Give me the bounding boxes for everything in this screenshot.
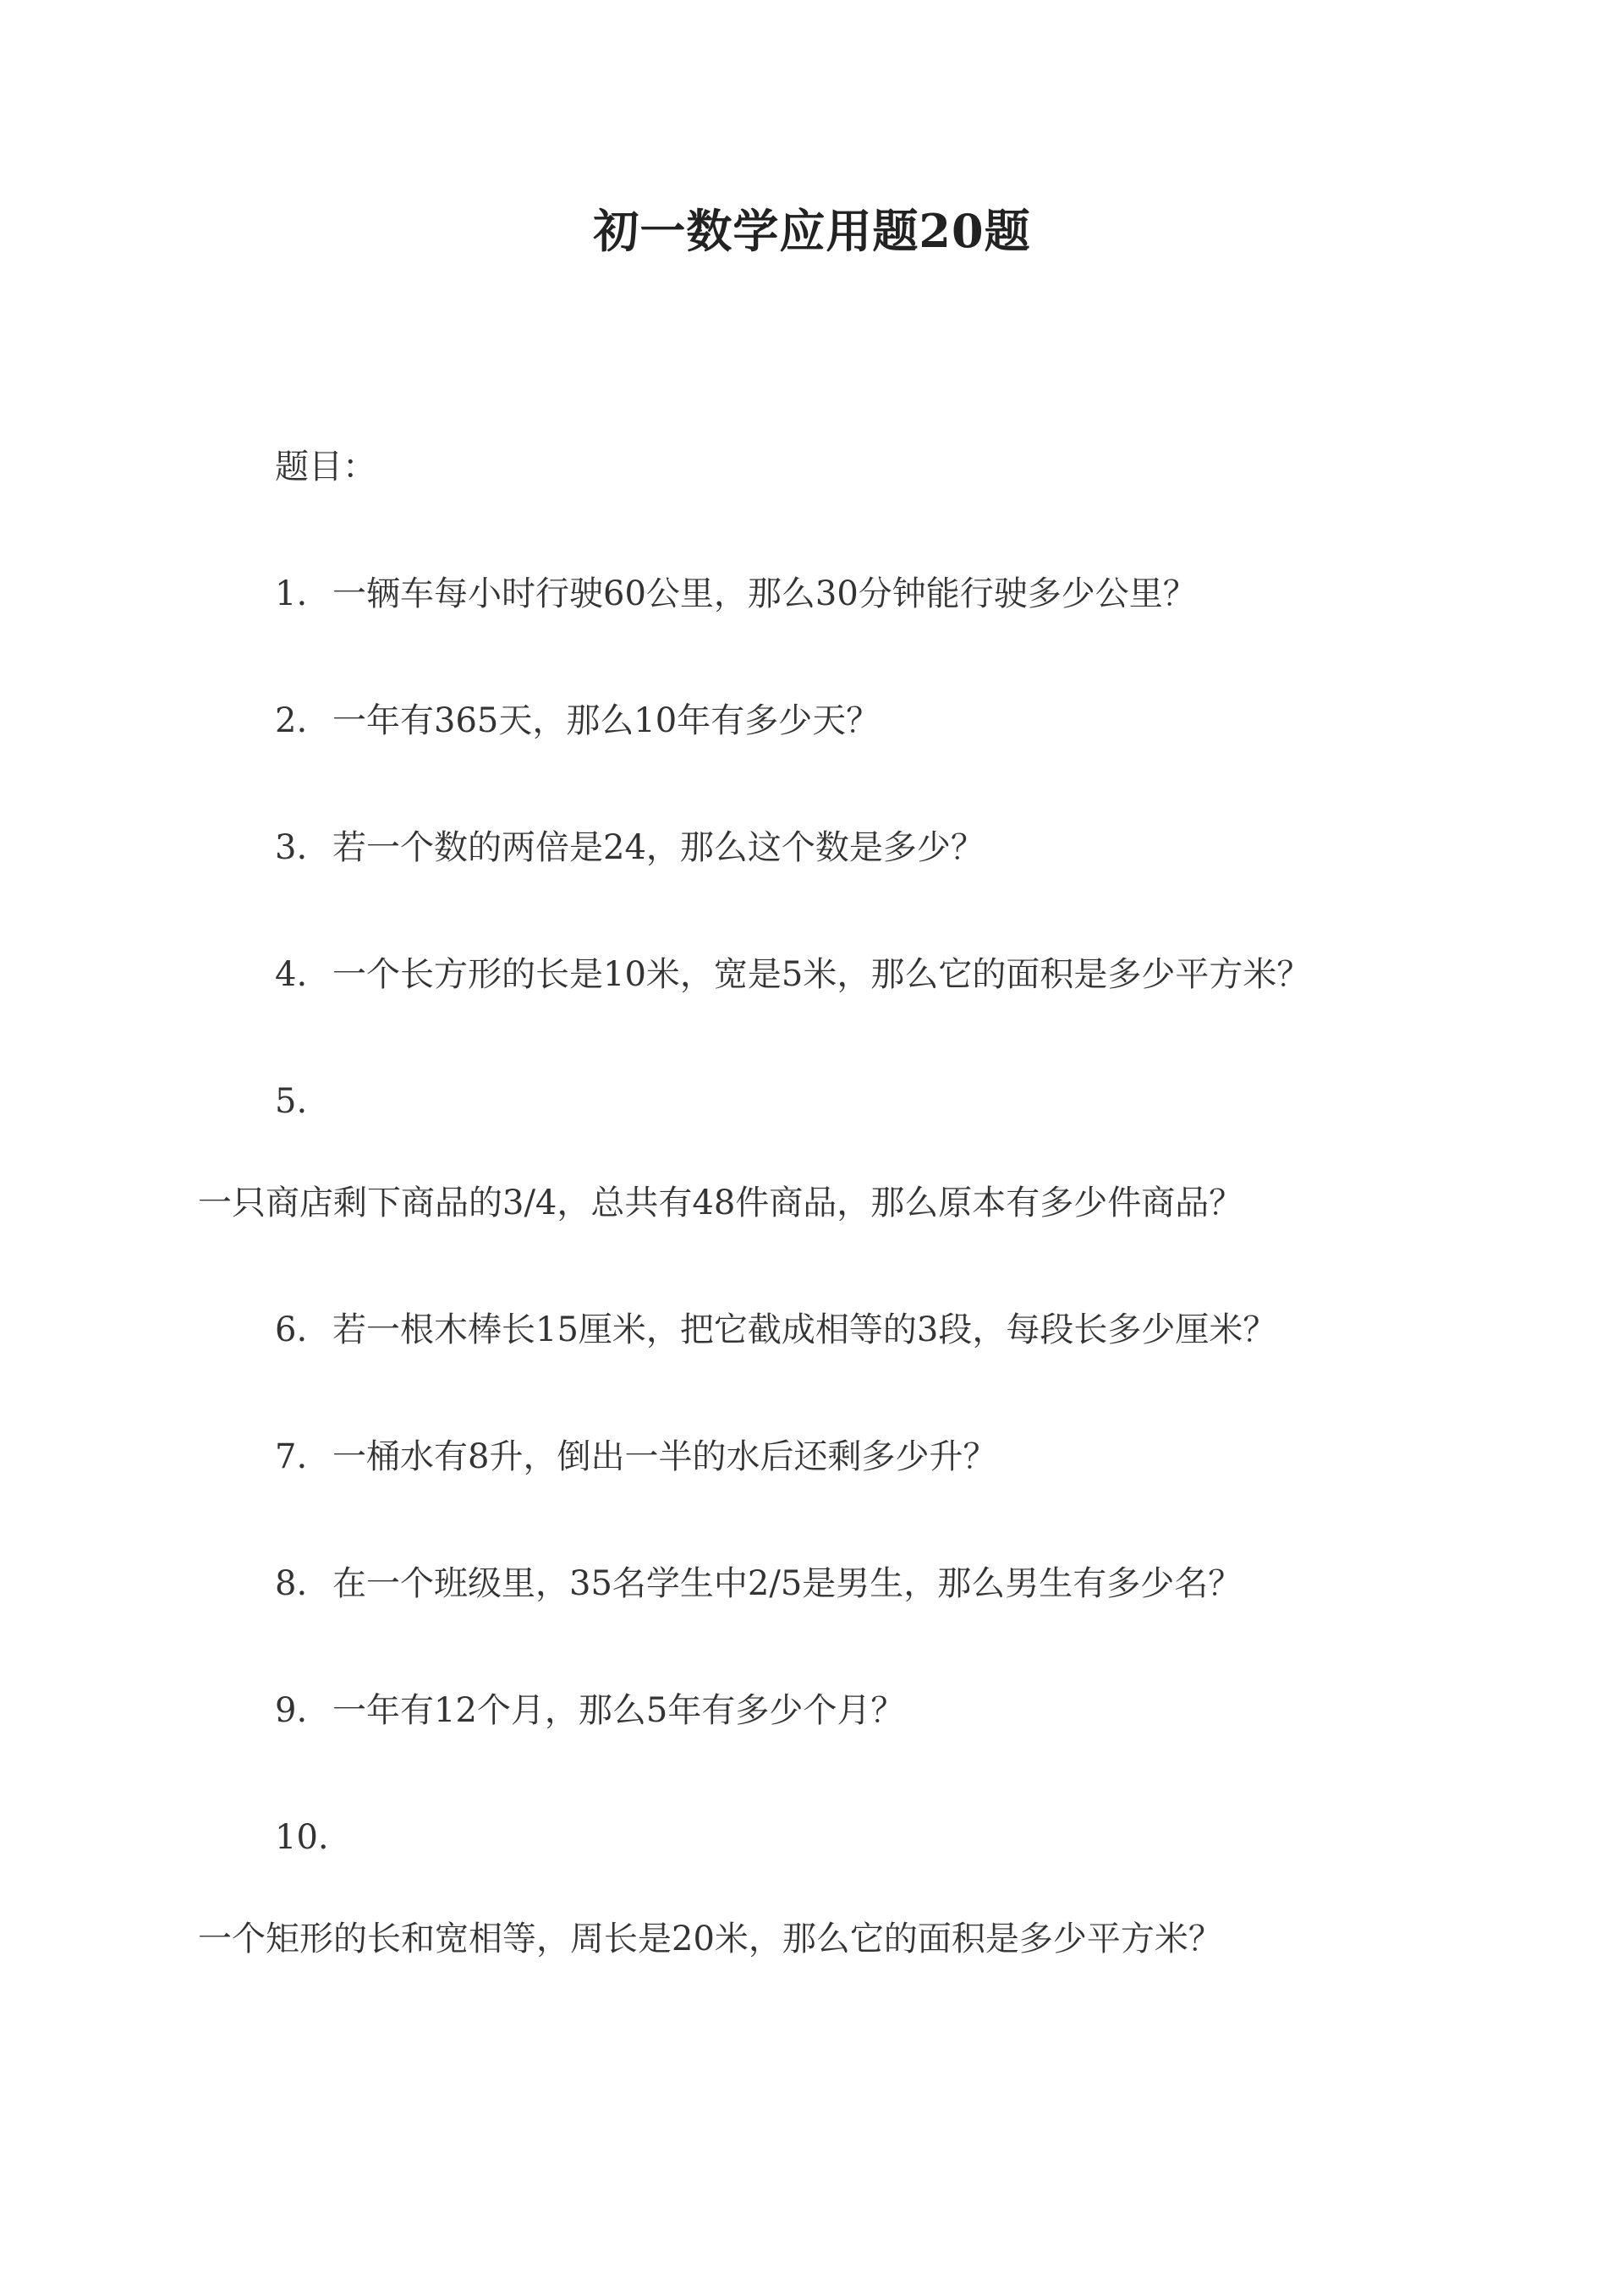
question-text: 若一根木棒长15厘米，把它截成相等的3段，每段长多少厘米？ (332, 1310, 1277, 1349)
question-number: 2. (275, 701, 308, 740)
question-10-number: 10. (275, 1818, 329, 1857)
question-text: 一年有12个月，那么5年有多少个月？ (332, 1691, 905, 1730)
question-3 (275, 822, 985, 873)
question-6 (275, 1305, 1276, 1355)
question-5-text: 一只商店剩下商品的3/4，总共有48件商品，那么原本有多少件商品？ (198, 1184, 1243, 1222)
question-number: 9. (275, 1691, 308, 1730)
question-text: 一个长方形的长是10米，宽是5米，那么它的面积是多少平方米？ (332, 955, 1311, 994)
question-8 (275, 1558, 1242, 1609)
question-1 (275, 569, 1197, 619)
question-2 (275, 695, 880, 746)
question-4 (275, 949, 1310, 1000)
question-10-text: 一个矩形的长和宽相等，周长是20米，那么它的面积是多少平方米？ (198, 1920, 1222, 1958)
question-text: 在一个班级里，35名学生中2/5是男生，那么男生有多少名？ (332, 1564, 1243, 1603)
question-text: 一年有365天，那么10年有多少天？ (332, 701, 881, 740)
question-number: 4. (275, 955, 308, 994)
question-9 (275, 1685, 904, 1736)
question-7 (275, 1431, 996, 1482)
question-text: 一辆车每小时行驶60公里，那么30分钟能行驶多少公里？ (332, 574, 1197, 613)
question-text: 若一个数的两倍是24，那么这个数是多少？ (332, 828, 985, 867)
question-text: 一桶水有8升，倒出一半的水后还剩多少升？ (332, 1437, 997, 1476)
question-number: 8. (275, 1564, 308, 1603)
page-title: 初一数学应用题20题 (593, 204, 1031, 258)
section-label: 题目： (275, 448, 376, 486)
question-number: 1. (275, 574, 308, 613)
question-number: 7. (275, 1437, 308, 1476)
question-number: 6. (275, 1310, 308, 1349)
question-number: 3. (275, 828, 308, 867)
question-5-number: 5. (275, 1082, 308, 1121)
